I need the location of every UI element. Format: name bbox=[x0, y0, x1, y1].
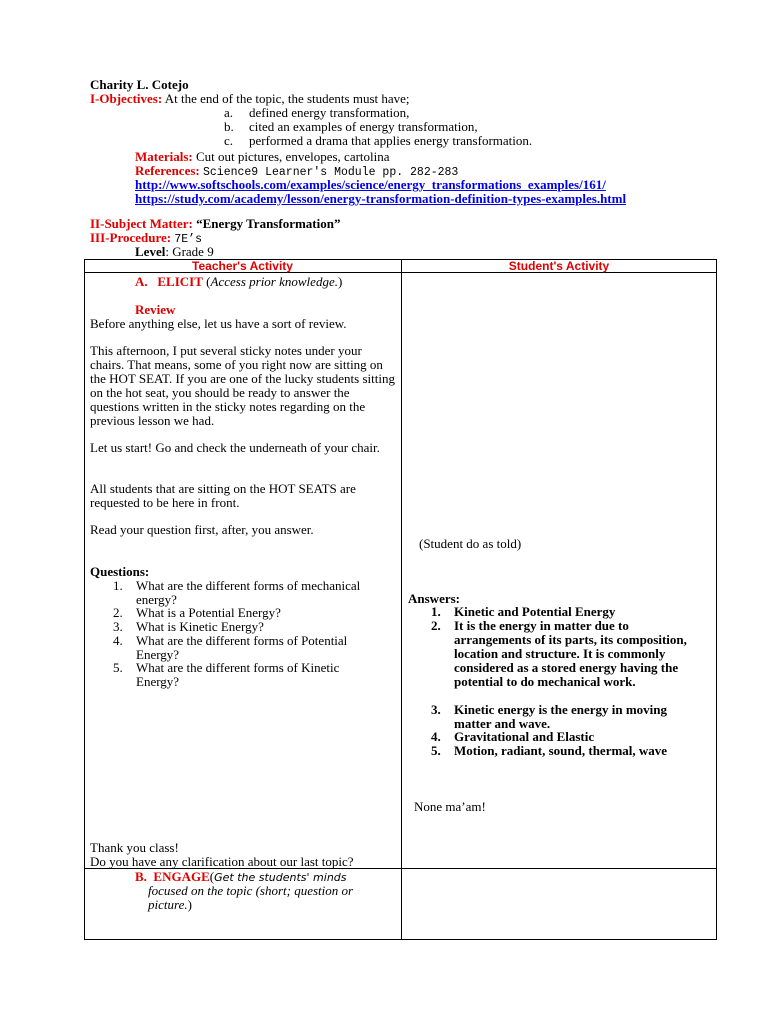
materials-text: Cut out pictures, envelopes, cartolina bbox=[196, 149, 390, 164]
student-response-told: (Student do as told) bbox=[419, 536, 522, 551]
review-heading: Review bbox=[135, 302, 176, 317]
table-column-divider bbox=[401, 259, 402, 940]
teacher-para-2: This afternoon, I put several sticky notes under your chairs. That means, some of you right now are sitting on the HOT SEAT. If you are one of the lucky students sitting on the hot seat, you should be ready to answer the questions written in the sticky notes regarding on the previous lesson we had. bbox=[90, 343, 395, 428]
procedure-label: III-Procedure: bbox=[90, 230, 172, 245]
author-name: Charity L. Cotejo bbox=[90, 77, 189, 92]
reference-link-2[interactable]: https://study.com/academy/lesson/energy-transformation-definition-types-examples.html bbox=[135, 191, 627, 206]
elicit-note: Access prior knowledge. bbox=[210, 274, 338, 289]
clarification-question: Do you have any clarification about our last topic? bbox=[90, 854, 354, 869]
answer-2: 2. It is the energy in matter due to arrangements of its parts, its composition, location and structure. It is commonly considered as a stored energy having the potential to do mechanical work. bbox=[431, 618, 687, 689]
question-4: 4. What are the different forms of Potential Energy? bbox=[113, 633, 348, 662]
objective-item-a: a. defined energy transformation, bbox=[224, 105, 410, 120]
objective-item-c: c. performed a drama that applies energy transformation. bbox=[224, 133, 533, 148]
objectives-label: I-Objectives: bbox=[90, 91, 163, 106]
teacher-para-5: Read your question first, after, you answer. bbox=[90, 522, 314, 537]
engage-note-c: picture. bbox=[148, 897, 188, 912]
teacher-para-1: Before anything else, let us have a sort of review. bbox=[90, 316, 347, 331]
subject-title: “Energy Transformation” bbox=[196, 216, 341, 231]
question-5: 5. What are the different forms of Kinetic Energy? bbox=[113, 660, 340, 689]
student-activity-header: Student's Activity bbox=[508, 259, 610, 273]
questions-heading: Questions: bbox=[90, 564, 150, 579]
references-text: Science9 Learner's Module pp. 282-283 bbox=[202, 166, 459, 179]
objective-item-b: b. cited an examples of energy transformation, bbox=[224, 119, 478, 134]
question-2: 2. What is a Potential Energy? bbox=[113, 605, 281, 620]
procedure-text: 7E’s bbox=[174, 233, 202, 246]
answers-heading: Answers: bbox=[408, 591, 460, 606]
teacher-para-4: All students that are sitting on the HOT SEATS are requested to be here in front. bbox=[90, 481, 356, 510]
question-3: 3. What is Kinetic Energy? bbox=[113, 619, 264, 634]
level-line bbox=[135, 245, 214, 259]
subject-matter-line bbox=[90, 217, 340, 231]
answer-5: 5. Motion, radiant, sound, thermal, wave bbox=[431, 743, 668, 758]
teacher-activity-header: Teacher's Activity bbox=[192, 259, 293, 273]
level-text: : Grade 9 bbox=[165, 244, 214, 259]
answer-4: 4. Gravitational and Elastic bbox=[431, 729, 595, 744]
student-response-none: None ma’am! bbox=[414, 799, 486, 814]
level-label: Level bbox=[135, 244, 166, 259]
reference-link-1[interactable]: http://www.softschools.com/examples/science/energy_transformations_examples/161/ bbox=[135, 177, 606, 192]
answer-1: 1. Kinetic and Potential Energy bbox=[431, 604, 616, 619]
thank-you-text: Thank you class! bbox=[90, 840, 179, 855]
teacher-para-3: Let us start! Go and check the underneath of your chair. bbox=[90, 440, 380, 455]
references-label: References: bbox=[135, 163, 200, 178]
subject-label: II-Subject Matter: bbox=[90, 216, 193, 231]
objectives-intro: At the end of the topic, the students must have; bbox=[164, 91, 410, 106]
engage-heading: B. ENGAGE(Get the students' minds bbox=[135, 869, 347, 884]
materials-label: Materials: bbox=[135, 149, 193, 164]
engage-note-a: Get the students' minds bbox=[214, 871, 347, 884]
materials-line bbox=[135, 150, 390, 164]
engage-note-b: focused on the topic (short; question or bbox=[148, 883, 354, 898]
question-1: 1. What are the different forms of mechanical energy? bbox=[113, 578, 361, 607]
objectives-line bbox=[90, 92, 410, 106]
answer-3: 3. Kinetic energy is the energy in moving matter and wave. bbox=[431, 702, 668, 731]
elicit-heading: A. ELICIT (Access prior knowledge.) bbox=[135, 274, 343, 289]
engage-note-c-line: picture.) bbox=[148, 897, 192, 912]
